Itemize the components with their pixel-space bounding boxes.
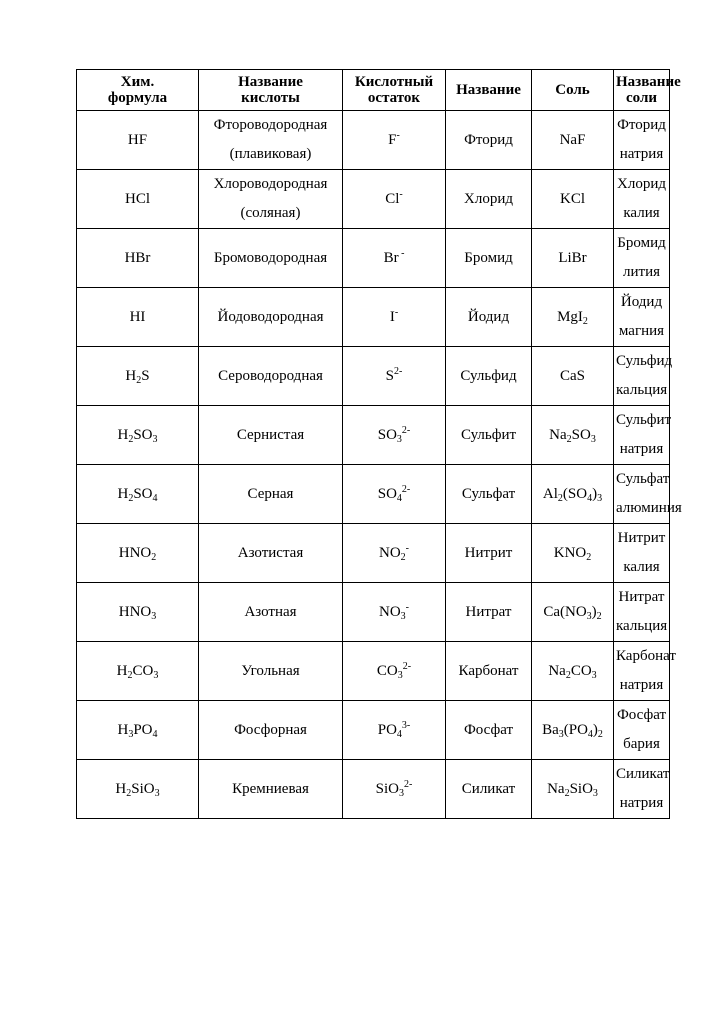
cell-formula: $H_2S$: [77, 347, 199, 406]
cell-salt: $Na_2SO_3$: [532, 406, 614, 465]
cell-residue-name: Силикат: [446, 760, 532, 819]
cell-acid-name: Азотистая: [199, 524, 343, 583]
cell-salt-name: Карбонат натрия: [614, 642, 670, 701]
header-salt-name: Название соли: [614, 70, 670, 111]
table-row: [77, 288, 670, 347]
table-row: [77, 111, 670, 170]
header-salt: Соль: [532, 70, 614, 111]
cell-residue: $PO_4^{3-}$: [343, 701, 446, 760]
header-formula: Хим. формула: [77, 70, 199, 111]
cell-salt: $Ba_3(PO_4)_2$: [532, 701, 614, 760]
cell-formula: $H_2SO_3$: [77, 406, 199, 465]
cell-salt: $Al_2(SO_4)_3$: [532, 465, 614, 524]
cell-formula: $H_2CO_3$: [77, 642, 199, 701]
cell-salt-name: Бромид лития: [614, 229, 670, 288]
table-header-row: [77, 70, 670, 111]
cell-acid-name: Бромоводородная: [199, 229, 343, 288]
cell-residue: Cl-: [343, 170, 446, 229]
cell-salt: $Na_2SiO_3$: [532, 760, 614, 819]
cell-salt-name: Сульфит натрия: [614, 406, 670, 465]
cell-residue-name: Хлорид: [446, 170, 532, 229]
cell-residue-name: Бромид: [446, 229, 532, 288]
table-row: [77, 229, 670, 288]
table-row: [77, 170, 670, 229]
cell-salt: $Ca(NO_3)_2$: [532, 583, 614, 642]
table-row: [77, 583, 670, 642]
cell-acid-name: Сернистая: [199, 406, 343, 465]
cell-salt: NaF: [532, 111, 614, 170]
cell-residue: $NO_2^-$: [343, 524, 446, 583]
cell-acid-name: Йодоводородная: [199, 288, 343, 347]
cell-formula: HI: [77, 288, 199, 347]
table-row: [77, 406, 670, 465]
cell-salt-name: Йодид магния: [614, 288, 670, 347]
cell-formula: $HNO_3$: [77, 583, 199, 642]
cell-salt: $Na_2CO_3$: [532, 642, 614, 701]
cell-acid-name: Кремниевая: [199, 760, 343, 819]
cell-acid-name: Хлороводородная (соляная): [199, 170, 343, 229]
cell-residue-name: Нитрат: [446, 583, 532, 642]
cell-residue: Br -: [343, 229, 446, 288]
cell-residue-name: Фосфат: [446, 701, 532, 760]
table-row: [77, 524, 670, 583]
header-residue-name: Название: [446, 70, 532, 111]
cell-residue: $CO_3^{2-}$: [343, 642, 446, 701]
cell-acid-name: Фосфорная: [199, 701, 343, 760]
cell-residue-name: Фторид: [446, 111, 532, 170]
cell-salt-name: Сульфат алюминия: [614, 465, 670, 524]
table-row: [77, 642, 670, 701]
cell-formula: HBr: [77, 229, 199, 288]
cell-formula: $H_2SiO_3$: [77, 760, 199, 819]
cell-formula: $H_2SO_4$: [77, 465, 199, 524]
header-residue: Кислотный остаток: [343, 70, 446, 111]
table-row: [77, 760, 670, 819]
cell-salt: KCl: [532, 170, 614, 229]
cell-salt-name: Силикат натрия: [614, 760, 670, 819]
cell-salt-name: Нитрит калия: [614, 524, 670, 583]
cell-residue-name: Сульфат: [446, 465, 532, 524]
cell-acid-name: Сероводородная: [199, 347, 343, 406]
cell-acid-name: Угольная: [199, 642, 343, 701]
cell-acid-name: Азотная: [199, 583, 343, 642]
cell-salt: MgI$_2$: [532, 288, 614, 347]
cell-residue-name: Карбонат: [446, 642, 532, 701]
cell-salt-name: Фосфат бария: [614, 701, 670, 760]
cell-residue: $NO_3^-$: [343, 583, 446, 642]
cell-acid-name: Фтороводородная (плавиковая): [199, 111, 343, 170]
header-acid-name: Название кислоты: [199, 70, 343, 111]
cell-residue: I-: [343, 288, 446, 347]
cell-formula: HCl: [77, 170, 199, 229]
cell-formula: $HNO_2$: [77, 524, 199, 583]
acids-salts-table: [76, 69, 682, 819]
cell-salt-name: Хлорид калия: [614, 170, 670, 229]
cell-acid-name: Серная: [199, 465, 343, 524]
cell-salt-name: Нитрат кальция: [614, 583, 670, 642]
cell-salt-name: Сульфид кальция: [614, 347, 670, 406]
cell-residue: F-: [343, 111, 446, 170]
cell-residue: $SO_4^{2-}$: [343, 465, 446, 524]
cell-residue-name: Нитрит: [446, 524, 532, 583]
cell-salt: $KNO_2$: [532, 524, 614, 583]
cell-residue-name: Сульфид: [446, 347, 532, 406]
cell-residue-name: Сульфит: [446, 406, 532, 465]
cell-salt: CaS: [532, 347, 614, 406]
table-row: [77, 701, 670, 760]
table-row: [77, 465, 670, 524]
cell-residue: $SO_3^{2-}$: [343, 406, 446, 465]
cell-residue-name: Йодид: [446, 288, 532, 347]
cell-formula: $H_3PO_4$: [77, 701, 199, 760]
cell-residue: SiO$_3^{2-}$: [343, 760, 446, 819]
table-row: [77, 347, 670, 406]
cell-salt: LiBr: [532, 229, 614, 288]
cell-salt-name: Фторид натрия: [614, 111, 670, 170]
cell-formula: HF: [77, 111, 199, 170]
cell-residue: $S^{2-}$: [343, 347, 446, 406]
